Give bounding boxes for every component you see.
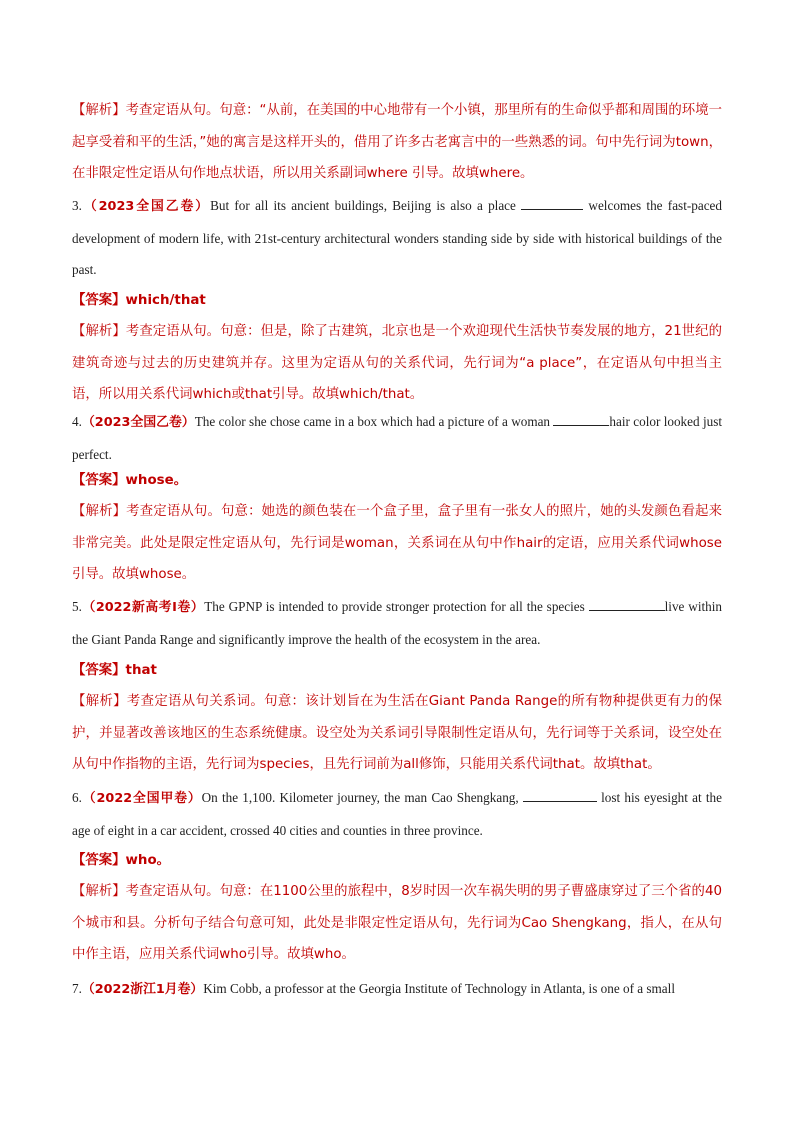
question-text: live within the Giant Panda Range and significantly improve the health of the ecosystem in the area. [72, 599, 722, 647]
question-number: 3. [72, 198, 82, 213]
question-7 [72, 973, 722, 1006]
question-source: （2022全国甲卷） [81, 791, 202, 806]
question-number: 7. [72, 981, 82, 996]
explanation-paragraph: 【解析】考查定语从句。句意：她选的颜色装在一个盒子里，盒子里有一张女人的照片，她的头发颜色看起来非常完美。此处是限定性定语从句，先行词是woman，关系词在从句中作hair的定语，应用关系代词whose引导。故填whose。 [72, 504, 722, 582]
question-text: Kim Cobb, a professor at the Georgia Institute of Technology in Atlanta, is one of a small [203, 981, 675, 996]
question-number: 4. [72, 414, 82, 429]
question-number: 6. [72, 790, 82, 805]
explanation-paragraph: 【解析】考查定语从句关系词。句意：该计划旨在为生活在Giant Panda Range的所有物种提供更有力的保护，并显著改善该地区的生态系统健康。设空处为关系词引导限制性定语从句，先行词等于关系词，设空处在从句中作指物的主语，先行词为species，且先行词前为all修饰，只能用关系代词that。故填that。 [72, 694, 722, 772]
answer-blank[interactable] [589, 597, 665, 611]
answer-line: 【答案】who。 [72, 853, 171, 868]
question-text: The color she chose came in a box which had a picture of a woman [194, 414, 554, 429]
answer-line: 【答案】which/that [72, 293, 206, 308]
question-4 [72, 406, 722, 470]
answer-blank[interactable] [553, 412, 609, 426]
question-5 [72, 591, 722, 655]
question-source: （2023全国乙卷） [81, 199, 211, 214]
explanation-paragraph: 【解析】考查定语从句。句意：“从前，在美国的中心地带有一个小镇，那里所有的生命似乎都和周围的环境一起享受着和平的生活，”她的寓言是这样开头的，借用了许多古老寓言中的一些熟悉的词。句中先行词为town，在非限定性定语从句作地点状语，所以用关系副词where 引导。故填where。 [72, 103, 722, 181]
question-3 [72, 190, 722, 286]
question-text: On the 1,100. Kilometer journey, the man Cao Shengkang, [201, 790, 523, 805]
question-text: hair color looked just perfect. [72, 414, 722, 462]
explanation-paragraph: 【解析】考查定语从句。句意：但是，除了古建筑，北京也是一个欢迎现代生活快节奏发展的地方，21世纪的建筑奇迹与过去的历史建筑并存。这里为定语从句的关系代词，先行词为“a place”，在定语从句中担当主语，所以用关系代词which或that引导。故填which/that。 [72, 324, 722, 402]
answer-line: 【答案】that [72, 663, 157, 678]
question-text: But for all its ancient buildings, Beijing is also a place [210, 198, 522, 213]
question-6 [72, 782, 722, 846]
question-source: （2022浙江1月卷） [81, 982, 204, 997]
question-source: （2023全国乙卷） [81, 415, 195, 430]
answer-blank[interactable] [523, 788, 597, 802]
question-text: lost his eyesight at the age of eight in a car accident, crossed 40 cities and counties in three province. [72, 790, 722, 838]
answer-line: 【答案】whose。 [72, 473, 188, 488]
question-source: （2022新高考I卷） [81, 600, 205, 615]
question-number: 5. [72, 599, 82, 614]
question-text: The GPNP is intended to provide stronger protection for all the species [204, 599, 589, 614]
question-text: welcomes the fast-paced development of modern life, with 21st-century architectural wonders standing side by side with historical buildings of the past. [72, 198, 722, 277]
answer-blank[interactable] [521, 196, 583, 210]
explanation-paragraph: 【解析】考查定语从句。句意：在1100公里的旅程中，8岁时因一次车祸失明的男子曹盛康穿过了三个省的40个城市和县。分析句子结合句意可知，此处是非限定性定语从句，先行词为Cao Shengkang，指人，在从句中作主语，应用关系代词who引导。故填who。 [72, 884, 722, 962]
